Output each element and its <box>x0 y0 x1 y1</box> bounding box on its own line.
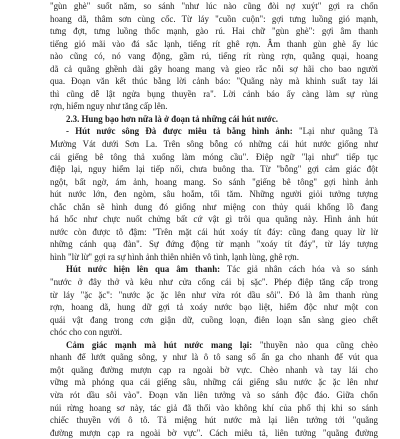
paragraph-label: Cảm giác mạnh mà hút nước mang lại: <box>66 339 253 350</box>
text-line: tiếng gió mãi vào đá sắc lạnh, tiếng rít ghê rợn. Âm thanh gùn ghè ấy lúc <box>50 38 378 49</box>
text-line: rợn, hoang dã, hung dữ gợi tả xoáy nước bạo liệt, hiểm độc như một con <box>50 302 378 313</box>
paragraph-first-line <box>50 263 378 276</box>
text-line: qua. Đoạn văn kết thúc bằng lời cảnh báo: "Quãng này mà khinh suất tay lái <box>50 76 378 87</box>
section-heading: 2.3. Hung bạo hơn nữa là ở đoạn tả những cái hút nước. <box>66 113 278 124</box>
text-line: chiếc thuyền với ô tô. Tả miệng hút nước mà lại liên tưởng tới "quãng <box>50 415 378 426</box>
text-line: ngột, bất ngờ, ám ảnh, hoang mang. So sánh "giếng bê tông" gợi hình ảnh <box>50 176 378 187</box>
text-line: thì cũng dễ lật ngửa bụng thuyền ra". Lời cảnh báo ấy càng làm sự rùng <box>50 88 378 99</box>
text-span: "Lại như quãng Tà <box>292 126 378 137</box>
text-span: "thuyền nào qua cũng chèo <box>252 339 378 350</box>
text-line: quái vật đang trong cơn giận dữ, cuồng loạn, điên loạn sẵn sàng gieo chết <box>50 314 378 325</box>
text-line: "gùn ghè" suốt năm, so sánh "như lúc nào cũng đòi nợ xuýt" gợi ra chốn <box>50 1 378 11</box>
text-line: hút nước lớn, đen ngòm, sâu hoắm, tối tăm. Những người giỏi tưởng tượng <box>50 189 378 200</box>
text-line: "nước ở đây thở và kêu như cửa cống cái bị sặc". Phép điệp tăng cấp trong <box>50 277 378 288</box>
text-line: vững mà phóng qua cái giếng sâu, những cái giếng sâu nước ặc ặc lên như <box>50 377 378 388</box>
document-page <box>50 0 378 439</box>
paragraph-first-line <box>50 125 378 138</box>
text-line: tưng đợt, tưng luồng thốc mạnh, gào rú. Hai chữ "gùn ghè": gợi âm thanh <box>50 26 378 37</box>
paragraph-label: Hút nước hiện lên qua âm thanh: <box>66 264 221 275</box>
text-line: núi rừng hoang sơ này, tác giả đã thổi vào không khí của phố thị khi so sánh <box>50 402 378 413</box>
text-line: điệp lại, nguy hiểm lại tiếp nối, chưa buông tha. Từ "bỗng" gợi cảm giác đột <box>50 164 378 175</box>
text-line: cái giếng bê tông thả xuống làm móng cầu". Điệp ngữ "lại như" tiếp tục <box>50 151 378 162</box>
text-line: một quãng đường mượn cạp ra ngoài bờ vực. Chèo nhanh và tay lái cho <box>50 364 378 375</box>
text-line: dã cả quãng ghềnh dài gây hoang mang và gieo rắc nỗi sợ hãi cho bao người <box>50 63 378 74</box>
text-line: những cánh quạ đàn". Sự đứng động từ mạnh "xoáy tít đáy", từ láy tượng <box>50 239 378 250</box>
text-line: vừa rót dầu sôi vào". Đoạn văn liên tưởng và so sánh độc đáo. Giữa chốn <box>50 389 378 400</box>
text-line: chắc chắn sẽ hình dung đó giống như miệng con thủy quái khổng lồ đang <box>50 201 378 212</box>
text-line: Mường Vát dưới Sơn La. Trên sông bỗng có những cái hút nước giống như <box>50 139 378 150</box>
text-line: hình "lừ lừ" gợi ra sự hình ảnh thiên nhiên vô tình, lạnh lùng, ghê rợn. <box>50 251 299 262</box>
text-line: từ láy "ặc ặc": "nước ặc ặc lên như vừa rót dầu sôi". Đó là âm thanh rùng <box>50 289 378 300</box>
text-line: há hốc như chực nuốt chửng bất cứ vật gì trôi qua quãng này. Hình ảnh hút <box>50 214 378 225</box>
text-line: đường mượn cạp ra ngoài bờ vực". Cách miêu tả, liên tưởng "quãng đường <box>50 427 378 438</box>
text-span: Tác giả nhân cách hóa và so sánh <box>220 264 378 275</box>
text-line: nhanh để lướt quãng sông, y như là ô tô sang số ấn ga cho nhanh để vút qua <box>50 352 378 363</box>
text-line: nào cũng có, nó vang động, gầm rú, tiếng rít rùng rợn, quằng quại, hoang <box>50 51 378 62</box>
text-line: chóc cho con người. <box>50 327 123 338</box>
paragraph-first-line <box>50 339 378 352</box>
text-line: rợn, hiểm nguy như tăng cấp lên. <box>50 101 168 112</box>
paragraph-label: - Hút nước sông Đà được miêu tả bằng hình ảnh: <box>66 126 293 137</box>
text-line: nước còn được tô đậm: "Trên mặt cái hút xoáy tít đáy: cũng đang quay lừ lừ <box>50 226 378 237</box>
text-line: hoang dã, thâm sơn cùng cốc. Từ láy "cuồn cuộn": gợi tưng luồng gió mạnh, <box>50 13 378 24</box>
